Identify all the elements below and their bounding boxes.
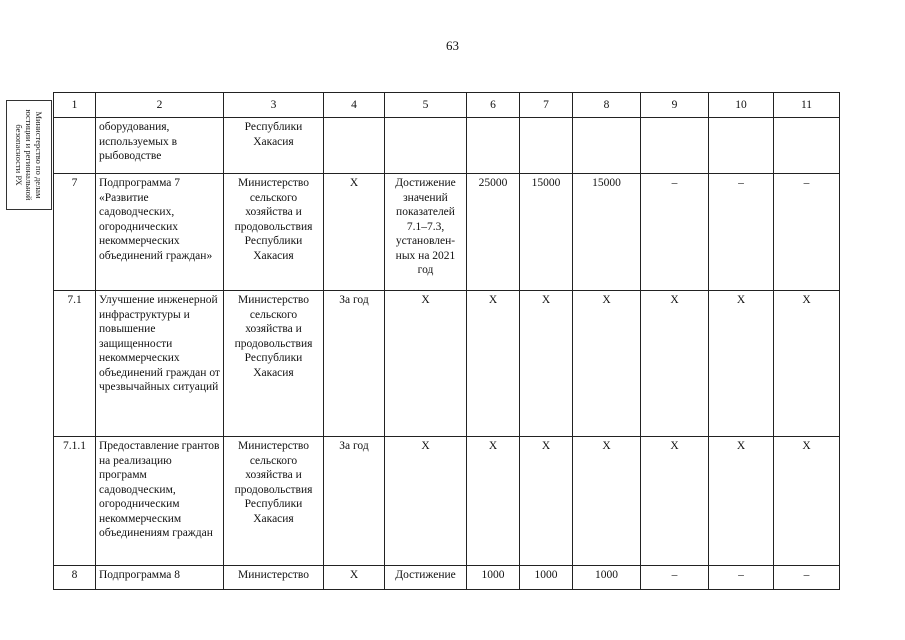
table-cell: Х [774, 291, 840, 437]
ministry-stamp [6, 100, 52, 210]
table-cell: – [641, 566, 709, 590]
table-cell: Достижение значений показателей 7.1–7.3, установлен-ных на 2021 год [385, 174, 467, 291]
table-cell: 7.1.1 [54, 437, 96, 566]
column-header: 2 [96, 93, 224, 118]
table-cell [385, 118, 467, 174]
table-cell: Достижение [385, 566, 467, 590]
column-header: 5 [385, 93, 467, 118]
table-cell: Республики Хакасия [224, 118, 324, 174]
table-cell: Улучшение инженерной инфраструктуры и повышение защищенности некоммерческих объединений граждан от чрезвычайных ситуаций [96, 291, 224, 437]
table-cell: Подпрограмма 8 [96, 566, 224, 590]
table-cell: 7 [54, 174, 96, 291]
table-row [54, 291, 840, 437]
table-cell: Х [709, 437, 774, 566]
table-cell: За год [324, 437, 385, 566]
table-cell [573, 118, 641, 174]
table-row [54, 174, 840, 291]
table-row [54, 566, 840, 590]
table-cell: оборудования, используемых в рыбоводстве [96, 118, 224, 174]
table-cell: Х [641, 291, 709, 437]
table-cell: Х [324, 566, 385, 590]
table-cell: 15000 [573, 174, 641, 291]
table-cell [709, 118, 774, 174]
table-cell [641, 118, 709, 174]
table-cell: Подпрограмма 7 «Развитие садоводческих, огороднических некоммерческих объединений граждан» [96, 174, 224, 291]
data-table [53, 92, 840, 590]
table-cell: Министерство [224, 566, 324, 590]
table-cell: – [709, 174, 774, 291]
column-header: 4 [324, 93, 385, 118]
table-row [54, 437, 840, 566]
table-cell: Х [385, 291, 467, 437]
column-header: 3 [224, 93, 324, 118]
table-cell: Х [520, 291, 573, 437]
table-cell: 15000 [520, 174, 573, 291]
table-cell [467, 118, 520, 174]
table-cell: Министерство сельского хозяйства и продовольствия Республики Хакасия [224, 437, 324, 566]
table-cell: За год [324, 291, 385, 437]
table-cell: 1000 [467, 566, 520, 590]
header-row [54, 93, 840, 118]
table-cell: – [774, 174, 840, 291]
table-cell: Х [467, 291, 520, 437]
table-cell: Предоставление грантов на реализацию программ садоводческим, огородническим некоммерческим объединениям граждан [96, 437, 224, 566]
table-cell: Х [520, 437, 573, 566]
table-cell: 25000 [467, 174, 520, 291]
table-cell: Х [573, 437, 641, 566]
column-header: 9 [641, 93, 709, 118]
table-cell: Х [385, 437, 467, 566]
table-cell: Министерство сельского хозяйства и продовольствия Республики Хакасия [224, 174, 324, 291]
table-cell [324, 118, 385, 174]
table-cell: – [641, 174, 709, 291]
page-number: 63 [446, 38, 459, 53]
table-cell: Х [324, 174, 385, 291]
table-cell: 7.1 [54, 291, 96, 437]
column-header: 10 [709, 93, 774, 118]
table-cell: – [774, 566, 840, 590]
stamp-text: Министерство по делам юстиции и региональной безопасности РХ [14, 109, 44, 201]
table-cell: Министерство сельского хозяйства и продовольствия Республики Хакасия [224, 291, 324, 437]
table-cell: Х [573, 291, 641, 437]
table-cell: 1000 [520, 566, 573, 590]
table-cell: Х [709, 291, 774, 437]
table-cell [54, 118, 96, 174]
column-header: 1 [54, 93, 96, 118]
table-row [54, 118, 840, 174]
table-cell: 8 [54, 566, 96, 590]
column-header: 8 [573, 93, 641, 118]
table-cell: Х [774, 437, 840, 566]
table-cell: Х [641, 437, 709, 566]
column-header: 7 [520, 93, 573, 118]
table-cell: Х [467, 437, 520, 566]
column-header: 11 [774, 93, 840, 118]
table-cell: 1000 [573, 566, 641, 590]
table-cell: – [709, 566, 774, 590]
column-header: 6 [467, 93, 520, 118]
table-cell [774, 118, 840, 174]
table-cell [520, 118, 573, 174]
